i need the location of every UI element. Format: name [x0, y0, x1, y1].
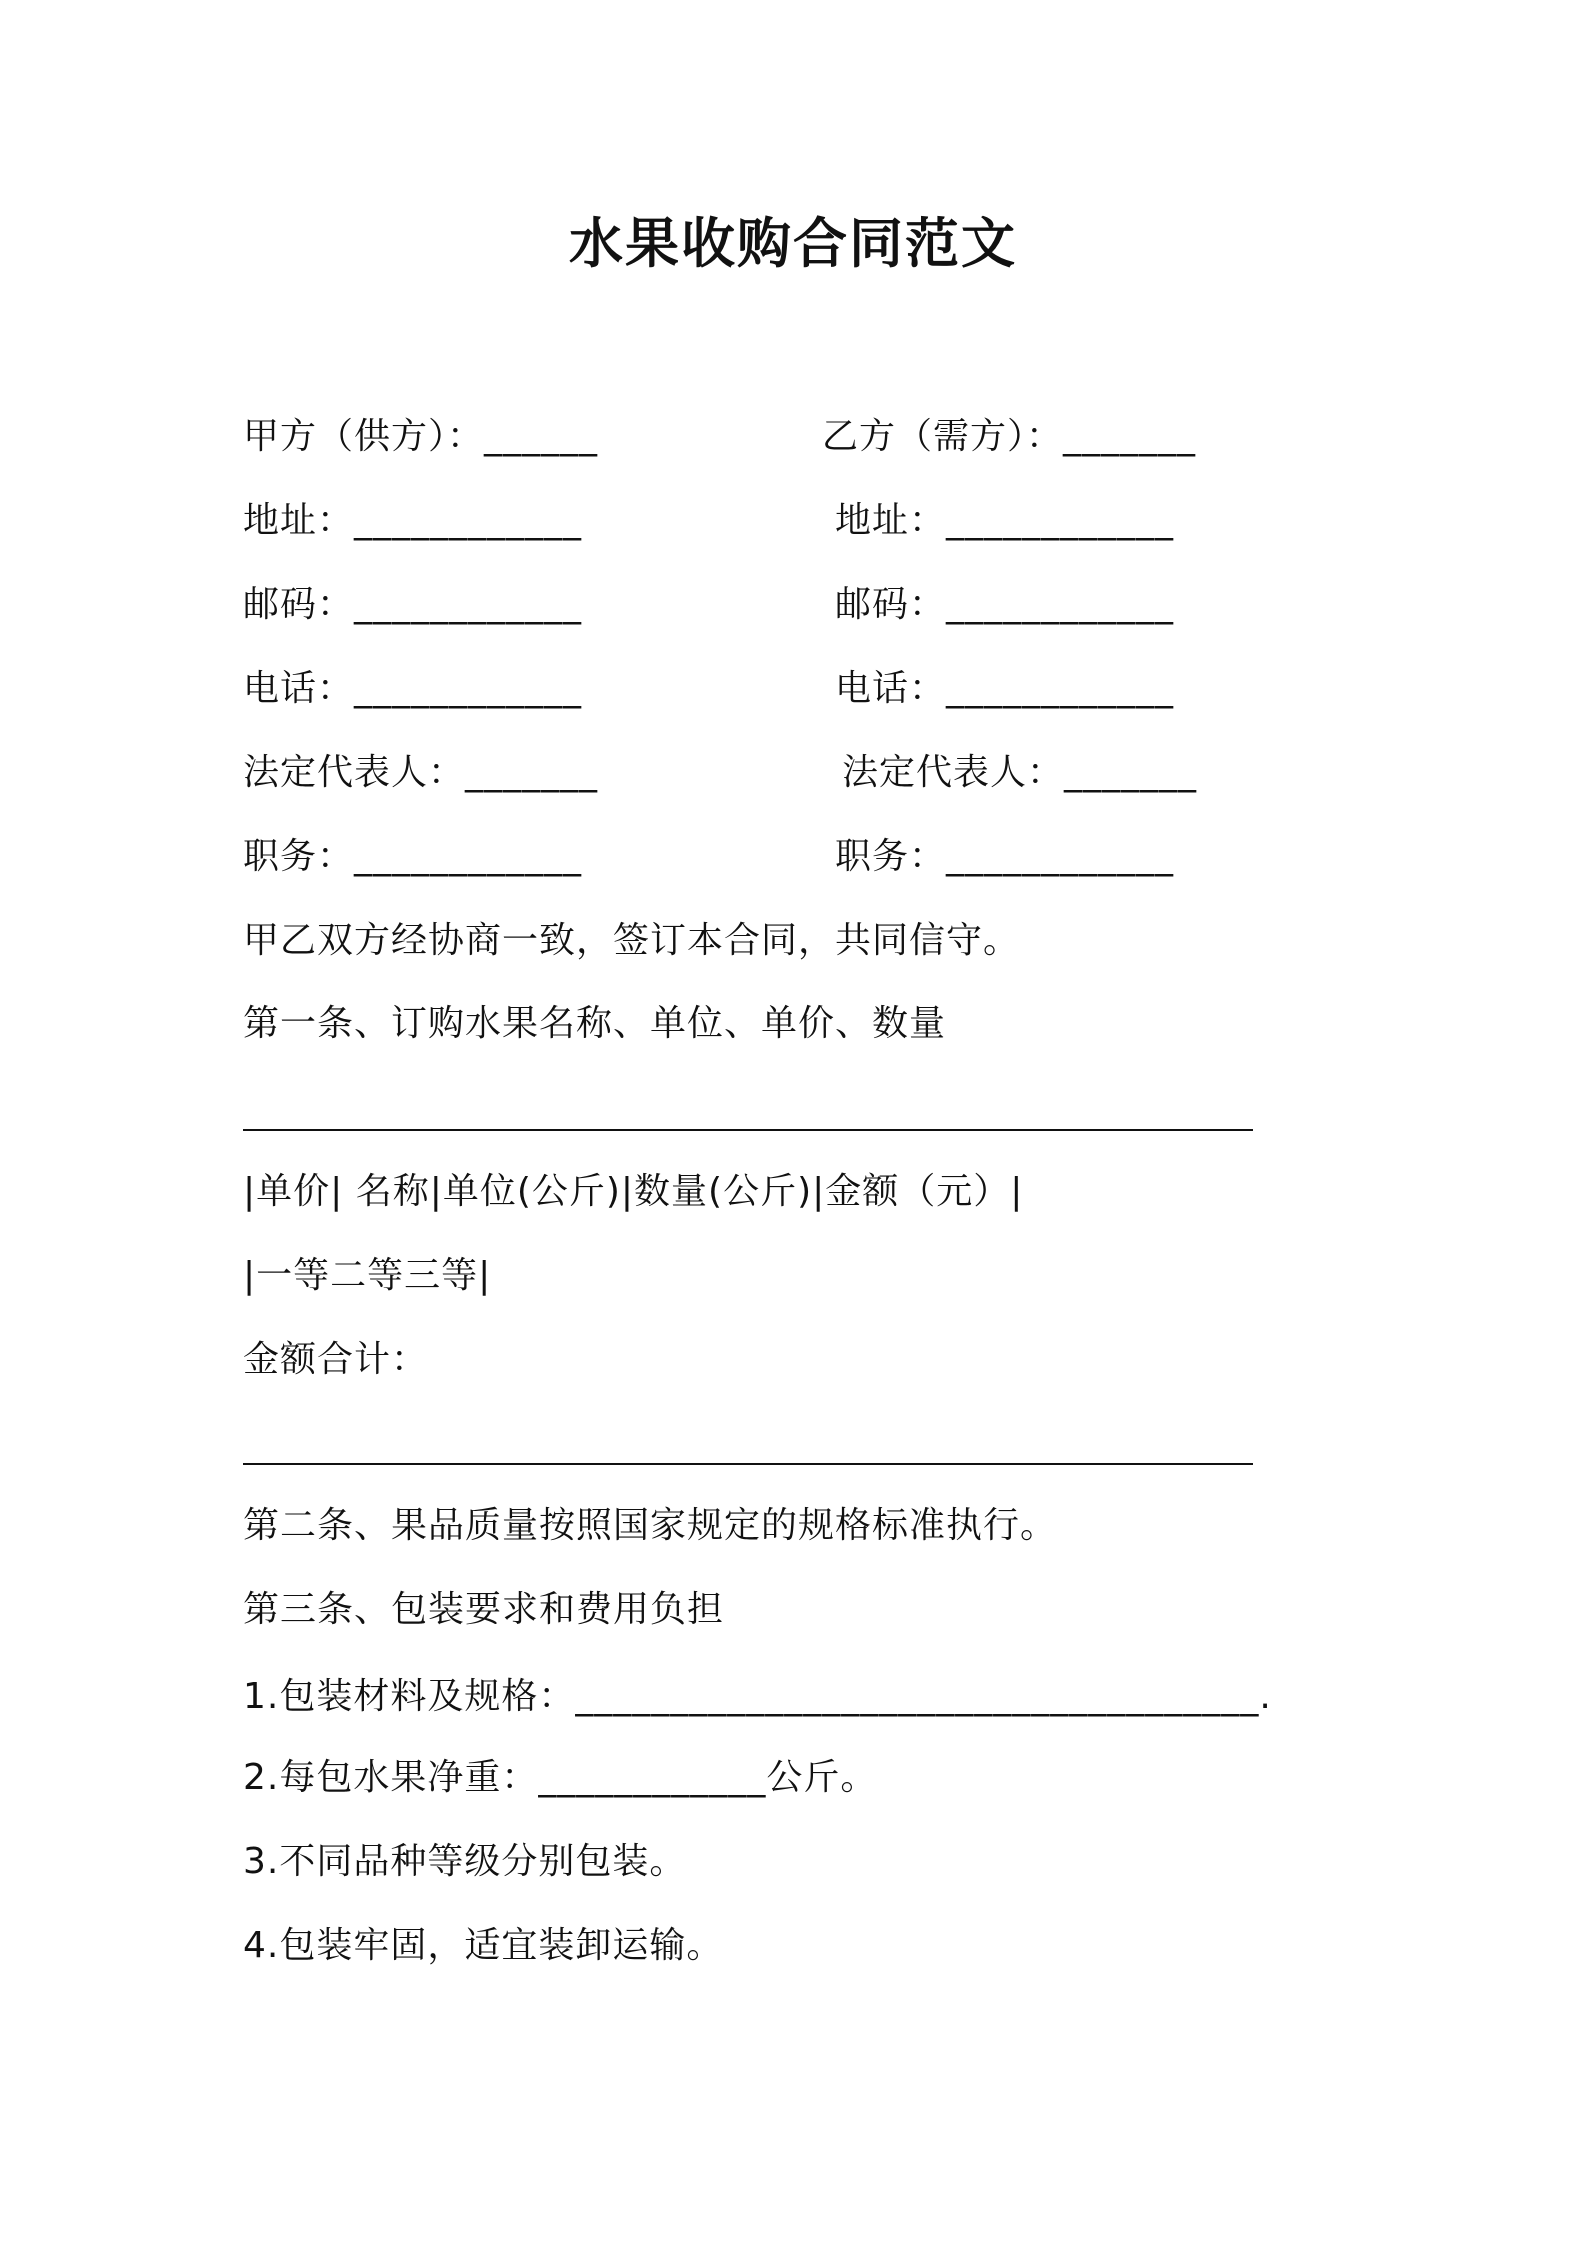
article-3-item-3: 3.不同品种等级分别包装。	[243, 1841, 687, 1882]
party-b-postcode: 邮码：____________	[835, 584, 1175, 625]
article-3-item-2: 2.每包水果净重：____________公斤。	[243, 1757, 878, 1798]
party-b-phone: 电话：____________	[835, 668, 1175, 709]
table-header-row: |单价| 名称|单位(公斤)|数量(公斤)|金额（元）|	[243, 1171, 1024, 1212]
total-amount-label: 金额合计：	[243, 1339, 429, 1380]
article-2-text: 第二条、果品质量按照国家规定的规格标准执行。	[243, 1505, 1058, 1546]
party-a-position: 职务：____________	[243, 836, 583, 877]
party-b-legal-rep: 法定代表人：_______	[842, 752, 1198, 793]
article-3-item-1: 1.包装材料及规格：____________________________________.	[243, 1676, 1272, 1717]
article-1-heading: 第一条、订购水果名称、单位、单价、数量	[243, 1003, 947, 1044]
party-a-phone: 电话：____________	[243, 668, 583, 709]
divider-line	[243, 1463, 1253, 1465]
table-grade-row: |一等二等三等|	[243, 1255, 492, 1296]
divider-line	[243, 1129, 1253, 1131]
party-b-position: 职务：____________	[835, 836, 1175, 877]
article-3-item-4: 4.包装牢固，适宜装卸运输。	[243, 1925, 724, 1966]
article-3-heading: 第三条、包装要求和费用负担	[243, 1589, 725, 1630]
party-a-name: 甲方（供方）：______	[243, 416, 599, 457]
intro-paragraph: 甲乙双方经协商一致，签订本合同，共同信守。	[243, 920, 1021, 961]
party-a-address: 地址：____________	[243, 500, 583, 541]
document-title: 水果收购合同范文	[569, 212, 1017, 275]
party-b-name: 乙方（需方）：_______	[822, 416, 1197, 457]
party-b-address: 地址：____________	[835, 500, 1175, 541]
party-a-legal-rep: 法定代表人：_______	[243, 752, 599, 793]
party-a-postcode: 邮码：____________	[243, 584, 583, 625]
